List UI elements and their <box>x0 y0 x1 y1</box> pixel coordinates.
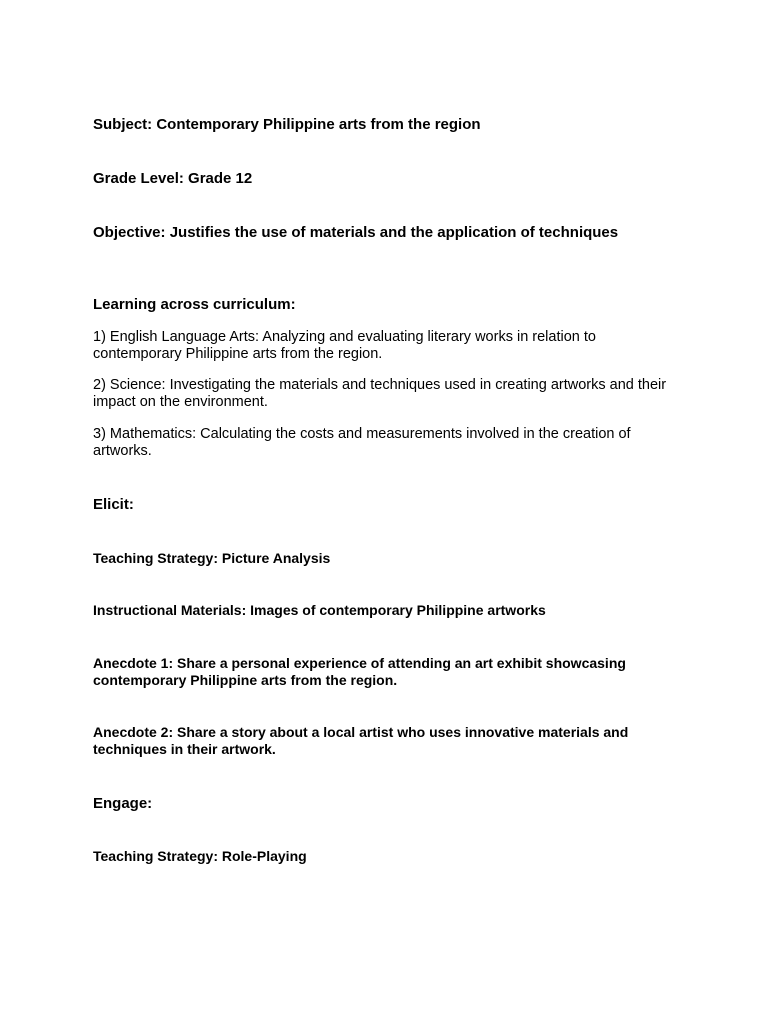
learning-item-english: 1) English Language Arts: Analyzing and evaluating literary works in relation to contemporary Philippine arts from the region. <box>93 329 596 362</box>
elicit-teaching-strategy: Teaching Strategy: Picture Analysis <box>93 550 331 566</box>
elicit-anecdote-1: Anecdote 1: Share a personal experience of attending an art exhibit showcasing contemporary Philippine arts from the region. <box>93 655 626 688</box>
engage-teaching-strategy: Teaching Strategy: Role-Playing <box>93 848 307 864</box>
objective-line: Objective: Justifies the use of materials and the application of techniques <box>93 224 619 241</box>
elicit-heading: Elicit: <box>93 496 134 513</box>
learning-heading: Learning across curriculum: <box>93 296 296 313</box>
learning-item-science: 2) Science: Investigating the materials and techniques used in creating artworks and their impact on the environment. <box>93 377 667 410</box>
elicit-instructional-materials: Instructional Materials: Images of contemporary Philippine artworks <box>93 602 546 618</box>
elicit-anecdote-2: Anecdote 2: Share a story about a local artist who uses innovative materials and techniques in their artwork. <box>93 724 629 757</box>
subject-line: Subject: Contemporary Philippine arts from the region <box>93 116 481 133</box>
engage-heading: Engage: <box>93 795 153 812</box>
learning-item-mathematics: 3) Mathematics: Calculating the costs and measurements involved in the creation of artworks. <box>93 426 631 459</box>
grade-level-line: Grade Level: Grade 12 <box>93 170 253 187</box>
